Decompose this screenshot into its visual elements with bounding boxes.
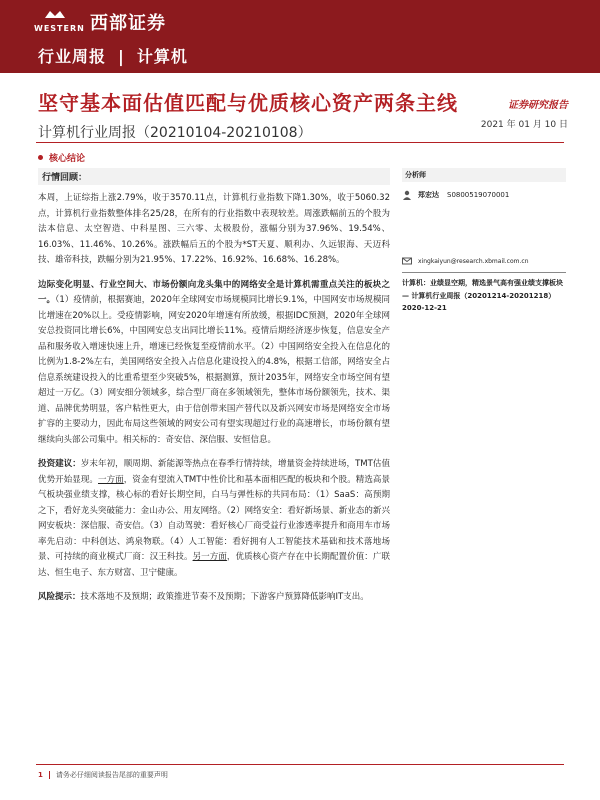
sidebar [402,168,566,315]
logo-chinese-name: 西部证券 [90,13,166,34]
category-label: 行业周报 [38,47,107,66]
investment-advice-paragraph [38,457,390,581]
mail-icon [402,256,412,266]
report-category [38,44,194,67]
footer-separator [49,771,50,779]
logo-latin: WESTERN [34,24,85,33]
market-review-text: 本周，上证综指上涨2.79%，收于3570.11点，计算机行业指数下降1.30%，收于5060.32点，计算机行业指数整体排名25/28，在所有的行业指数中表现较差。周涨跌幅前五的个股为法本信息、太空智造、中科星图、三六零、太极股份，涨幅分别为37.96%、19.54%、16.03%、11.46%、10.26%。涨跌幅后五的个股为*ST天夏、顺利办、久远银海、天迈科技、雄帝科技，跌幅分别为21.95%、17.22%、16.92%、16.68%、16.28%。 [38,193,390,265]
market-review-heading: 行情回顾： [38,168,390,185]
category-separator: | [118,47,125,66]
core-label: 核心结论 [49,154,86,164]
page-footer [38,770,168,780]
risk-head: 风险提示： [38,592,81,602]
report-title: 坚守基本面估值匹配与优质核心资产两条主线 [38,91,458,115]
network-security-paragraph [38,278,390,449]
person-icon [402,190,412,200]
analyst-email[interactable]: xingkaiyun@research.xbmail.com.cn [418,257,529,265]
investment-advice-intro: 岁末年初，顺周期、新能源等热点在春季行情持续，增量资金持续进场，TMT估值优势开始显现。 [38,459,390,485]
report-subtitle: 计算机行业周报（20210104-20210108） [38,125,312,141]
analyst-name: 郑宏达 [418,191,439,199]
investment-advice-head: 投资建议： [38,459,81,469]
investment-advice-end: ，优质核心资产存在中长期配置价值：广联达、恒生电子、东方财富、卫宁健康。 [38,552,390,578]
logo-emblem [34,9,86,35]
analyst-row [402,190,566,200]
related-report[interactable]: 计算机：业绩显空期，精选景气高有强业绩支撑板块 — 计算机行业周报（20201214-20201218） 2020-12-21 [402,279,563,312]
sector-label: 计算机 [136,47,188,66]
report-date: 2021 年 01 月 10 日 [480,120,568,130]
report-type-tag: 证券研究报告 [508,100,568,111]
bullet-dot-icon [38,155,43,160]
footer-divider [36,764,564,765]
email-row [402,256,566,266]
company-logo [34,9,166,35]
risk-body: 技术落地不及预期；政策推进节奏不及预期；下游客户预算降低影响IT支出。 [80,592,369,602]
risk-paragraph [38,590,390,606]
network-security-body: （1）疫情前，根据赛迪，2020年全球网安市场规模同比增长9.1%，中国网安市场规模同比增速在20%以上。受疫情影响，网安2020年增速有所放缓，根据IDC预测，2020年全球网安总投资同比增长6%，中国网安总支出同比增长11%。疫情后期经济逐步恢复，信息安全产品和服务收入增速快速上升，增速已经恢复至疫情前水平。（2）中国网络安全投入在信息化的比例为1.8-2%左右，美国网络安全投入占信息化建设投入的4.8%，根据工信部，网络安全占信息系统建设投入的比重希望至少突破5%，根据测算，预计2035年，网络安全市场空间有望超过一万亿。（3）网安细分领域多，综合型厂商在多领域领先，整体市场份额领先，技术、渠道、品牌优势明显，客户粘性更大，由于信创带来国产替代以及新兴网安市场是网络安全市场扩容的主要动力，因此布局这些领域的网安公司有望实现超过行业的高速增长，市场份额有望继续向头部公司集中。相关标的：奇安信、深信服、安恒信息。 [38,295,390,445]
analyst-heading: 分析师 [402,168,566,182]
main-body [38,168,390,606]
report-header-band [0,0,600,73]
on-one-hand-label: 一方面 [98,474,124,485]
wing-icon [44,9,66,21]
disclaimer-note: 请务必仔细阅读报告尾部的重要声明 [55,771,168,779]
sidebar-divider [402,272,566,273]
title-divider [36,142,564,143]
core-conclusion-heading [38,151,85,164]
on-other-hand-label: 另一方面 [192,552,227,562]
network-security-lead: 边际变化明显、行业空间大、市场份额向龙头集中的网络安全是计算机需重点关注的板块之一。 [38,279,390,305]
analyst-license: S0800519070001 [447,191,510,199]
page-number: 1 [38,771,43,779]
investment-advice-body: ，资金有望流入TMT中性价比和基本面相匹配的板块和个股。精选高景气板块强业绩支撑，核心标的看好长期空间，白马与弹性标的共同布局：（1）SaaS：高预期之下，看好龙头突破能力：金山办公、用友网络。（2）网络安全：看好新场景、新业态的新兴网安板块：深信服、奇安信。（3）自动驾驶：看好核心厂商受益行业渗透率提升和商用车市场率先启动：中科创达、鸿泉物联。（4）人工智能：看好拥有人工智能技术基础和技术落地场景、可持续的商业模式厂商：汉王科技。 [38,474,390,562]
